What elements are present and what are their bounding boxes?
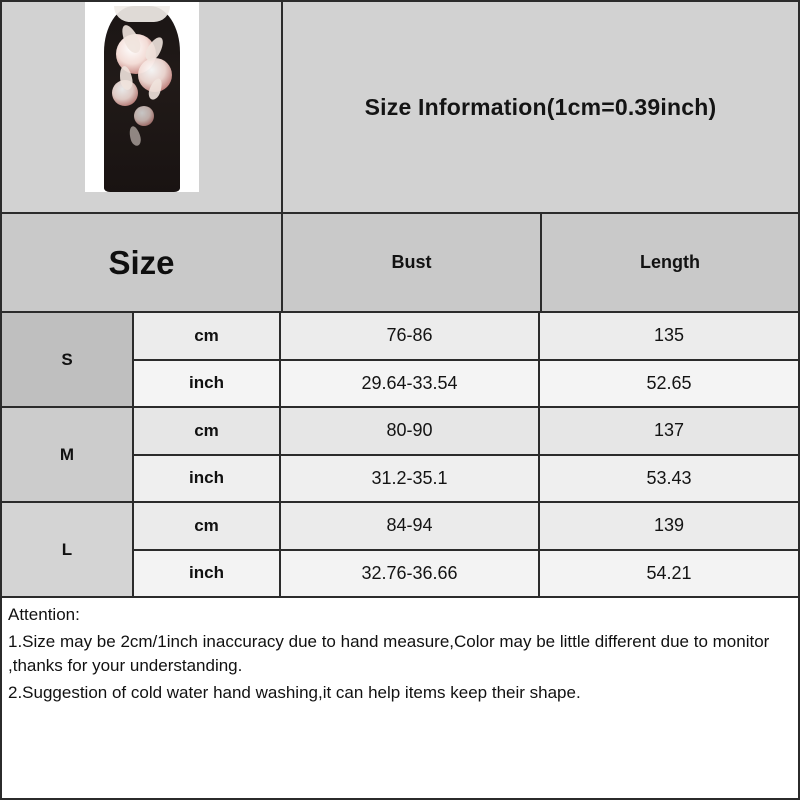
- bust-cell: 84-94: [281, 503, 540, 549]
- column-header-size: [2, 214, 283, 311]
- column-header-length-label: Length: [640, 252, 700, 272]
- bust-cell: 31.2-35.1: [281, 456, 540, 502]
- column-header-row: [2, 214, 798, 313]
- unit-group: [134, 408, 798, 501]
- table-row: [2, 503, 798, 598]
- column-header-size-label: Size: [108, 243, 175, 281]
- unit-row: [134, 456, 798, 502]
- size-label: S: [2, 313, 134, 406]
- unit-group: [134, 503, 798, 596]
- unit-cell: inch: [134, 456, 281, 502]
- attention-title: Attention:: [8, 605, 80, 624]
- attention-block: [2, 598, 798, 705]
- bust-cell: 29.64-33.54: [281, 361, 540, 407]
- size-label: M: [2, 408, 134, 501]
- unit-row: [134, 408, 798, 456]
- unit-cell: cm: [134, 313, 281, 359]
- attention-line-1: 1.Size may be 2cm/1inch inaccuracy due to hand measure,Color may be little different due to monitor ,thanks for your understanding.: [8, 631, 770, 676]
- unit-cell: inch: [134, 361, 281, 407]
- unit-row: [134, 503, 798, 551]
- length-cell: 135: [540, 313, 798, 359]
- product-image-cell: [2, 2, 283, 212]
- header-title-cell: [283, 2, 798, 212]
- length-cell: 139: [540, 503, 798, 549]
- unit-cell: inch: [134, 551, 281, 597]
- dress-graphic: [104, 6, 180, 192]
- bust-cell: 76-86: [281, 313, 540, 359]
- length-cell: 53.43: [540, 456, 798, 502]
- attention-line-2: 2.Suggestion of cold water hand washing,it can help items keep their shape.: [8, 683, 581, 703]
- column-header-bust: [283, 214, 542, 311]
- length-cell: 137: [540, 408, 798, 454]
- length-cell: 54.21: [540, 551, 798, 597]
- size-label: L: [2, 503, 134, 596]
- unit-row: [134, 551, 798, 597]
- table-row: [2, 313, 798, 408]
- header-row: [2, 2, 798, 214]
- petal-icon: [127, 125, 142, 147]
- length-cell: 52.65: [540, 361, 798, 407]
- column-header-length: [542, 214, 798, 311]
- flower-icon: [134, 106, 154, 126]
- unit-group: [134, 313, 798, 406]
- table-row: [2, 408, 798, 503]
- unit-row: [134, 361, 798, 407]
- unit-cell: cm: [134, 503, 281, 549]
- page-title: Size Information(1cm=0.39inch): [364, 93, 717, 120]
- bust-cell: 32.76-36.66: [281, 551, 540, 597]
- product-photo: [85, 2, 199, 192]
- unit-cell: cm: [134, 408, 281, 454]
- unit-row: [134, 313, 798, 361]
- column-header-bust-label: Bust: [391, 252, 432, 272]
- bust-cell: 80-90: [281, 408, 540, 454]
